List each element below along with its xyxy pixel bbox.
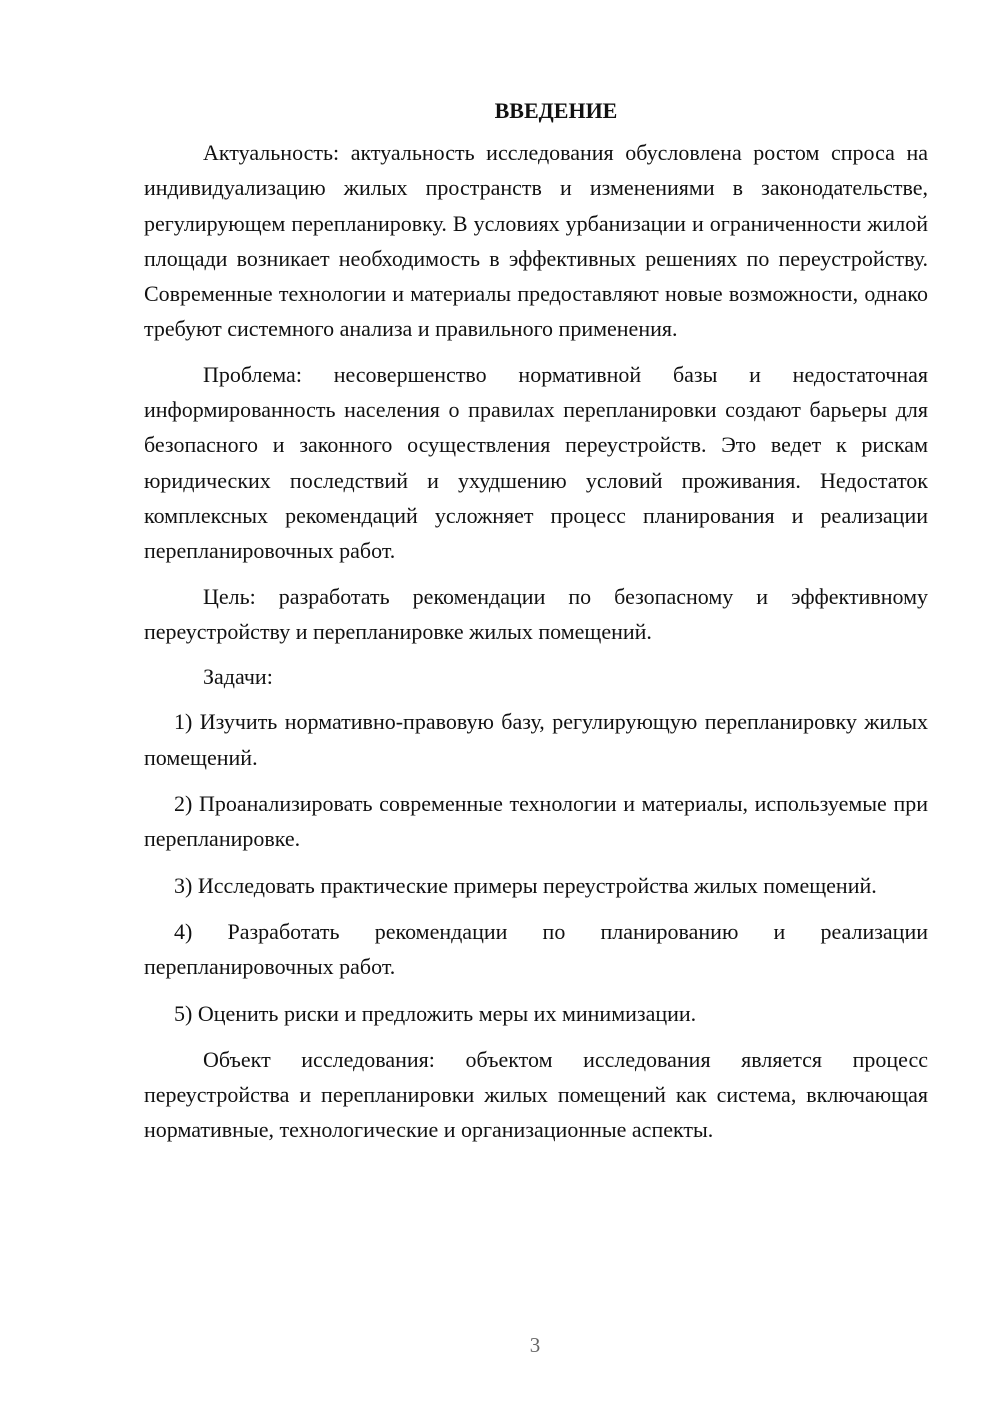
- task-item-1: 1) Изучить нормативно-правовую базу, регулирующую перепланировку жилых помещений.: [144, 709, 928, 770]
- section-title: ВВЕДЕНИЕ: [494, 98, 618, 123]
- page-number: 3: [529, 1333, 541, 1357]
- paragraph-object: Объект исследования: объектом исследования является процесс переустройства и перепланировки жилых помещений как система, включающая нормативные, технологические и организационные аспекты.: [144, 1046, 928, 1143]
- task-item-2: 2) Проанализировать современные технологии и материалы, используемые при перепланировке.: [144, 791, 928, 852]
- paragraph-goal: Цель: разработать рекомендации по безопасному и эффективному переустройству и перепланировке жилых помещений.: [144, 583, 928, 644]
- task-item-5: 5) Оценить риски и предложить меры их минимизации.: [174, 1000, 697, 1026]
- paragraph-problem: Проблема: несовершенство нормативной базы и недостаточная информированность населения о правилах перепланировки создают барьеры для безопасного и законного осуществления переустройств. Это ведет к рискам юридических последствий и ухудшению условий проживания. Недостаток комплексных рекомендаций усложняет процесс планирования и реализации перепланировочных работ.: [144, 361, 928, 564]
- tasks-heading: Задачи:: [203, 664, 273, 690]
- page-content: [144, 96, 928, 1158]
- task-item-4: 4) Разработать рекомендации по планированию и реализации перепланировочных работ.: [144, 918, 928, 980]
- task-item-3: 3) Исследовать практические примеры переустройства жилых помещений.: [174, 872, 877, 898]
- paragraph-relevance: Актуальность: актуальность исследования обусловлена ростом спроса на индивидуализацию жилых пространств и изменениями в законодательстве, регулирующем перепланировку. В условиях урбанизации и ограниченности жилой площади возникает необходимость в эффективных решениях по переустройству. Современные технологии и материалы предоставляют новые возможности, однако требуют системного анализа и правильного применения.: [144, 140, 928, 342]
